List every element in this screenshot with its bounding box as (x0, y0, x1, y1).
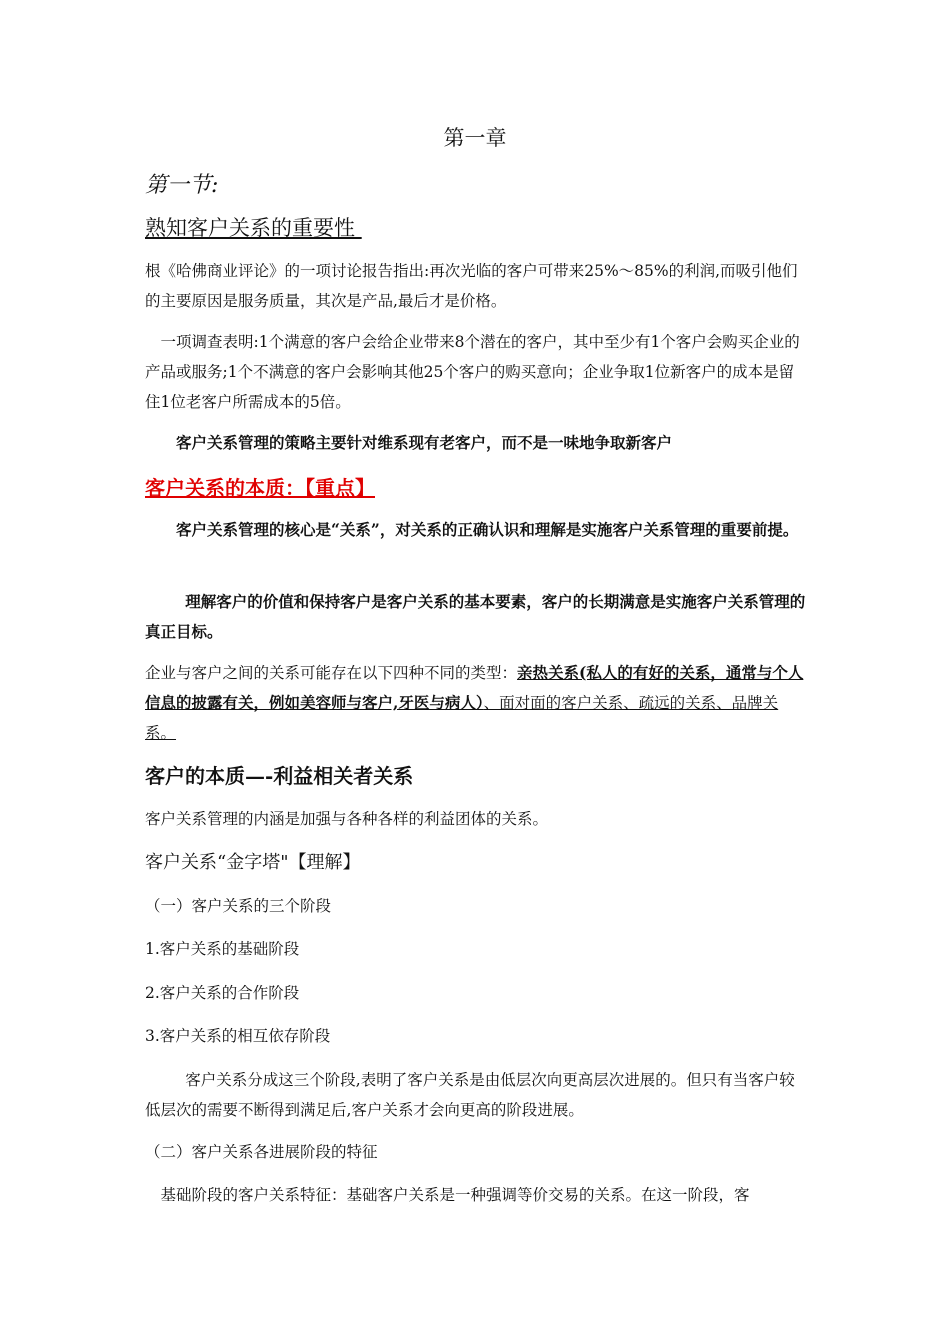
subsection-title-text: 熟知客户关系的重要性 (145, 216, 355, 240)
paragraph-crm-connotation: 客户关系管理的内涵是加强与各种各样的利益团体的关系。 (145, 810, 549, 828)
relationship-types-intimate: 亲热关系(私人的有好的关系，通常与个人信息的披露有关，例如美容师与客户,牙医与病人） (145, 663, 804, 712)
heading-customer-essence: 客户的本质—-利益相关者关系 (145, 764, 414, 788)
subsection-title (145, 212, 807, 242)
paragraph-strategy: 客户关系管理的策略主要针对维系现有老客户，而不是一味地争取新客户 (176, 433, 673, 452)
paragraph-customer-value: 理解客户的价值和保持客户是客户关系的基本要素，客户的长期满意是实施客户关系管理的真正目标。 (145, 592, 806, 641)
heading-relationship-essence (145, 472, 807, 501)
paragraph-harvard-report: 根《哈佛商业评论》的一项讨论报告指出:再次光临的客户可带来25%～85%的利润,而吸引他们的主要原因是服务质量，其次是产品,最后才是价格。 (145, 262, 798, 310)
list-item: 1.客户关系的基础阶段 (145, 940, 300, 958)
list-item: 3.客户关系的相互依存阶段 (145, 1027, 331, 1045)
paragraph-core-relationship: 客户关系管理的核心是“关系”，对关系的正确认识和理解是实施客户关系管理的重要前提。 (176, 520, 799, 539)
relationship-types-others: 、面对面的客户关系、疏远的关系、品牌关系。 (145, 694, 779, 742)
heading-pyramid: 客户关系“金字塔"【理解】 (145, 852, 361, 873)
paragraph-relationship-types (145, 658, 807, 748)
paragraph-stage-progression: 客户关系分成这三个阶段,表明了客户关系是由低层次向更高层次进展的。但只有当客户较低层次的需要不断得到满足后,客户关系才会向更高的阶段进展。 (145, 1071, 795, 1119)
paragraph-survey: 一项调查表明:1个满意的客户会给企业带来8个潜在的客户，其中至少有1个客户会购买企业的产品或服务;1个不满意的客户会影响其他25个客户的购买意向；企业争取1位新客户的成本是留住1位老客户所需成本的5倍。 (145, 333, 800, 411)
chapter-title: 第一章 (443, 126, 507, 150)
relationship-types-prefix: 企业与客户之间的关系可能存在以下四种不同的类型： (145, 664, 518, 682)
list-item: 2.客户关系的合作阶段 (145, 984, 300, 1002)
heading-relationship-essence-text: 客户关系的本质：【重点】 (145, 476, 375, 500)
section-title: 第一节: (145, 173, 219, 198)
list-heading-features: （二）客户关系各进展阶段的特征 (145, 1143, 378, 1161)
paragraph-basic-stage: 基础阶段的客户关系特征：基础客户关系是一种强调等价交易的关系。在这一阶段，客 (160, 1186, 750, 1204)
list-heading-stages: （一）客户关系的三个阶段 (145, 897, 332, 915)
